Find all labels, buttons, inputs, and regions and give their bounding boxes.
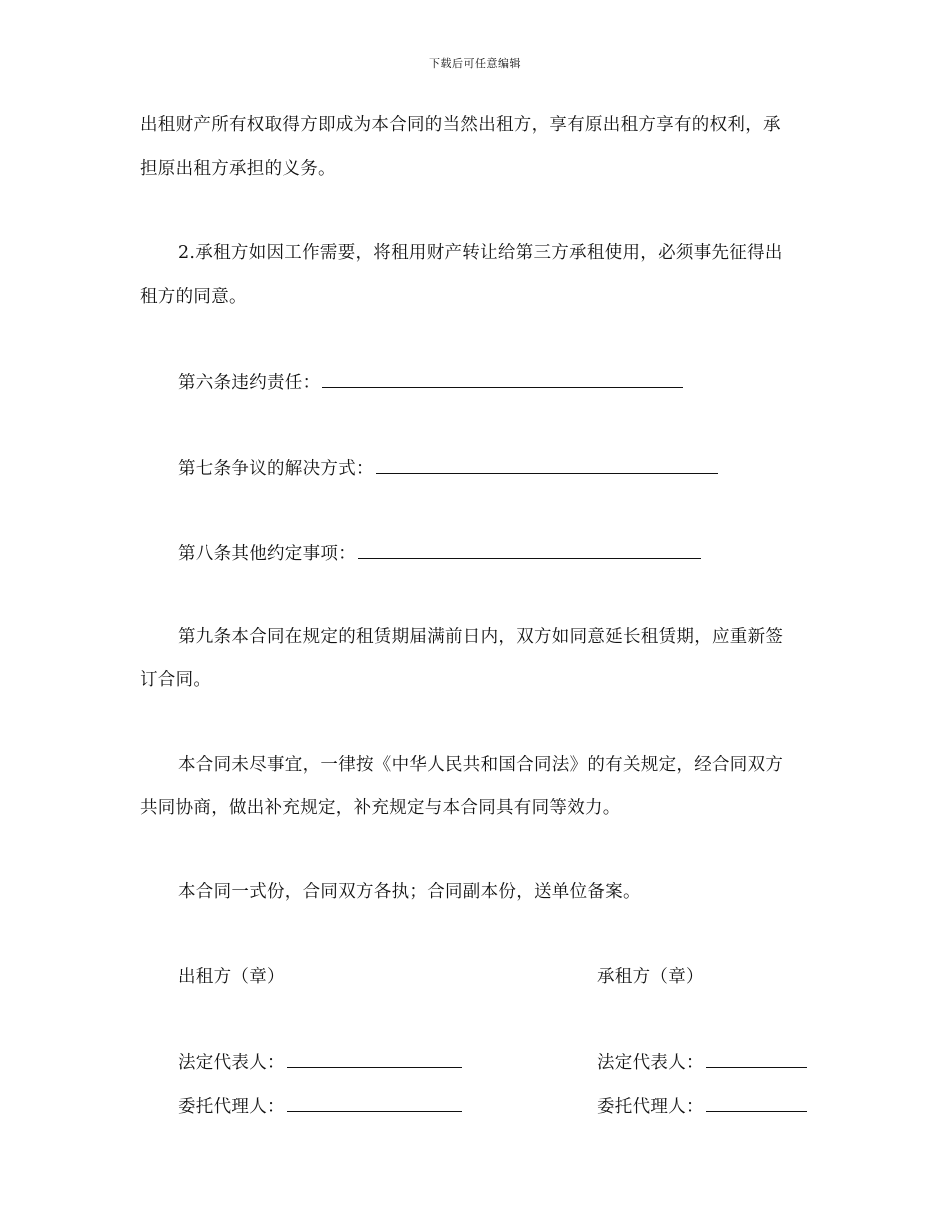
paragraph-line: 共同协商，做出补充规定，补充规定与本合同具有同等效力。 (140, 798, 621, 818)
signature-blank (287, 1050, 462, 1068)
agent-label: 委托代理人： (178, 1097, 285, 1117)
paragraph-line: 租方的同意。 (140, 287, 247, 307)
lessor-seal-label: 出租方（章） (178, 967, 285, 987)
fill-in-blank (376, 456, 718, 474)
paragraph-line: 本合同未尽事宜，一律按《中华人民共和国合同法》的有关规定，经合同双方 (178, 755, 784, 775)
article-8-label: 第八条其他约定事项： (178, 544, 356, 564)
page-header: 下载后可任意编辑 (429, 57, 521, 70)
signature-blank (706, 1050, 807, 1068)
agent-label: 委托代理人： (597, 1097, 704, 1117)
lessor-agent (178, 1094, 462, 1118)
paragraph-line: 第九条本合同在规定的租赁期届满前日内，双方如同意延长租赁期，应重新签 (178, 627, 784, 647)
paragraph-line: 订合同。 (140, 670, 212, 690)
lessee-agent (597, 1094, 807, 1118)
article-8 (178, 541, 701, 565)
article-6 (178, 370, 683, 394)
paragraph-line: 2.承租方如因工作需要，将租用财产转让给第三方承租使用，必须事先征得出 (178, 243, 783, 263)
article-6-label: 第六条违约责任： (178, 373, 321, 393)
lessor-legal-rep (178, 1050, 462, 1074)
paragraph-line: 出租财产所有权取得方即成为本合同的当然出租方，享有原出租方享有的权利，承 (140, 115, 781, 135)
lessee-legal-rep (597, 1050, 807, 1074)
legal-rep-label: 法定代表人： (178, 1053, 285, 1073)
lessee-seal-label: 承租方（章） (597, 967, 704, 987)
fill-in-blank (358, 541, 701, 559)
fill-in-blank (322, 370, 683, 388)
legal-rep-label: 法定代表人： (597, 1053, 704, 1073)
article-7-label: 第七条争议的解决方式： (178, 459, 374, 479)
signature-blank (706, 1094, 807, 1112)
paragraph-line: 担原出租方承担的义务。 (140, 159, 336, 179)
article-7 (178, 456, 718, 480)
paragraph-line: 本合同一式份，合同双方各执；合同副本份，送单位备案。 (178, 882, 641, 902)
signature-blank (287, 1094, 462, 1112)
